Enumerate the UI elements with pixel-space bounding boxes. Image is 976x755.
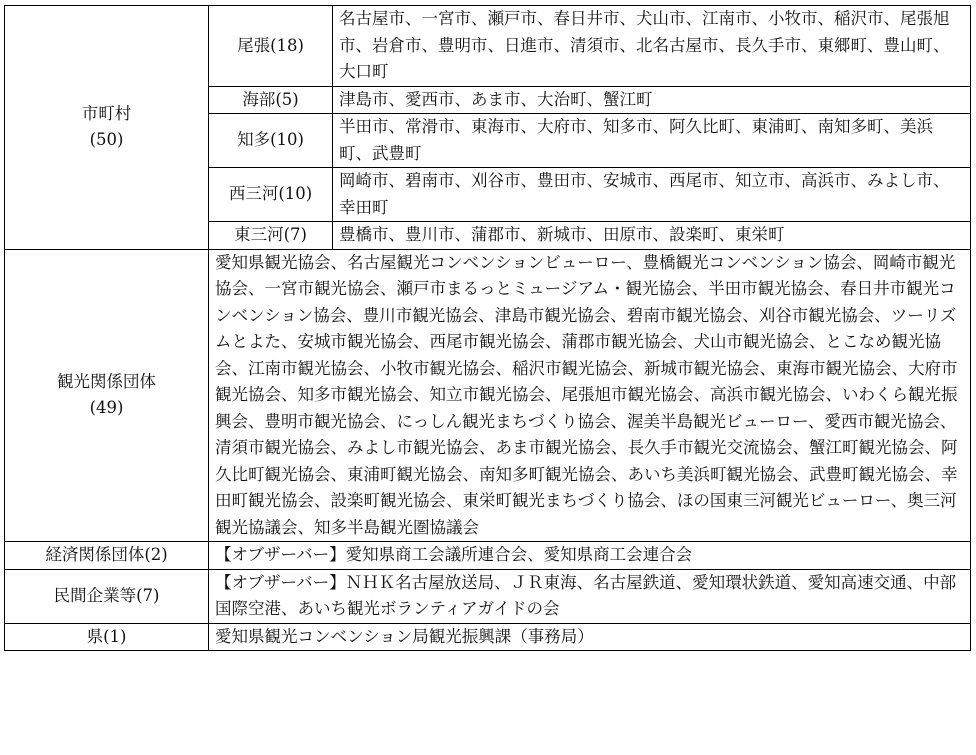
region-cell: 知多(10) xyxy=(209,114,333,168)
members-cell: 半田市、常滑市、東海市、大府市、知多市、阿久比町、東浦町、南知多町、美浜町、武豊町 xyxy=(333,114,971,168)
category-cell-companies: 民間企業等(7) xyxy=(5,569,209,623)
category-cell-economic: 経済関係団体(2) xyxy=(5,542,209,570)
table-row xyxy=(5,569,971,623)
members-cell: 愛知県観光協会、名古屋観光コンベンションビューロー、豊橋観光コンベンション協会、岡崎市観光協会、一宮市観光協会、瀬戸市まるっとミュージアム・観光協会、半田市観光協会、春日井市観光コンベンション協会、豊川市観光協会、津島市観光協会、碧南市観光協会、刈谷市観光協会、ツーリズムとよた、安城市観光協会、西尾市観光協会、蒲郡市観光協会、犬山市観光協会、とこなめ観光協会、江南市観光協会、小牧市観光協会、稲沢市観光協会、新城市観光協会、東海市観光協会、大府市観光協会、知多市観光協会、知立市観光協会、尾張旭市観光協会、高浜市観光協会、いわくら観光振興会、豊明市観光協会、にっしん観光まちづくり協会、渥美半島観光ビューロー、愛西市観光協会、清須市観光協会、みよし市観光協会、あま市観光協会、長久手市観光交流協会、蟹江町観光協会、阿久比町観光協会、東浦町観光協会、南知多町観光協会、あいち美浜町観光協会、武豊町観光協会、幸田町観光協会、設楽町観光協会、東栄町観光まちづくり協会、ほの国東三河観光ビューロー、奥三河観光協議会、知多半島観光圏協議会 xyxy=(209,249,971,542)
category-cell-prefecture: 県(1) xyxy=(5,623,209,651)
table-row xyxy=(5,6,971,87)
region-cell: 海部(5) xyxy=(209,86,333,114)
category-label: 観光関係団体 xyxy=(57,371,156,391)
members-cell: 【オブザーバー】愛知県商工会議所連合会、愛知県商工会連合会 xyxy=(209,542,971,570)
category-count: (49) xyxy=(89,398,124,418)
category-cell-municipalities xyxy=(5,6,209,250)
region-cell: 尾張(18) xyxy=(209,6,333,87)
region-cell: 東三河(7) xyxy=(209,222,333,250)
region-cell: 西三河(10) xyxy=(209,168,333,222)
category-cell-tourism xyxy=(5,249,209,542)
category-label: 市町村 xyxy=(81,103,132,123)
category-count: (50) xyxy=(89,130,124,150)
member-table xyxy=(4,5,971,651)
members-cell: 【オブザーバー】ＮＨＫ名古屋放送局、ＪＲ東海、名古屋鉄道、愛知環状鉄道、愛知高速交通、中部国際空港、あいち観光ボランティアガイドの会 xyxy=(209,569,971,623)
table-row xyxy=(5,623,971,651)
members-cell: 名古屋市、一宮市、瀬戸市、春日井市、犬山市、江南市、小牧市、稲沢市、尾張旭市、岩倉市、豊明市、日進市、清須市、北名古屋市、長久手市、東郷町、豊山町、大口町 xyxy=(333,6,971,87)
members-cell: 愛知県観光コンベンション局観光振興課（事務局） xyxy=(209,623,971,651)
members-cell: 津島市、愛西市、あま市、大治町、蟹江町 xyxy=(333,86,971,114)
table-row xyxy=(5,542,971,570)
members-cell: 岡崎市、碧南市、刈谷市、豊田市、安城市、西尾市、知立市、高浜市、みよし市、幸田町 xyxy=(333,168,971,222)
table-row xyxy=(5,249,971,542)
members-cell: 豊橋市、豊川市、蒲郡市、新城市、田原市、設楽町、東栄町 xyxy=(333,222,971,250)
